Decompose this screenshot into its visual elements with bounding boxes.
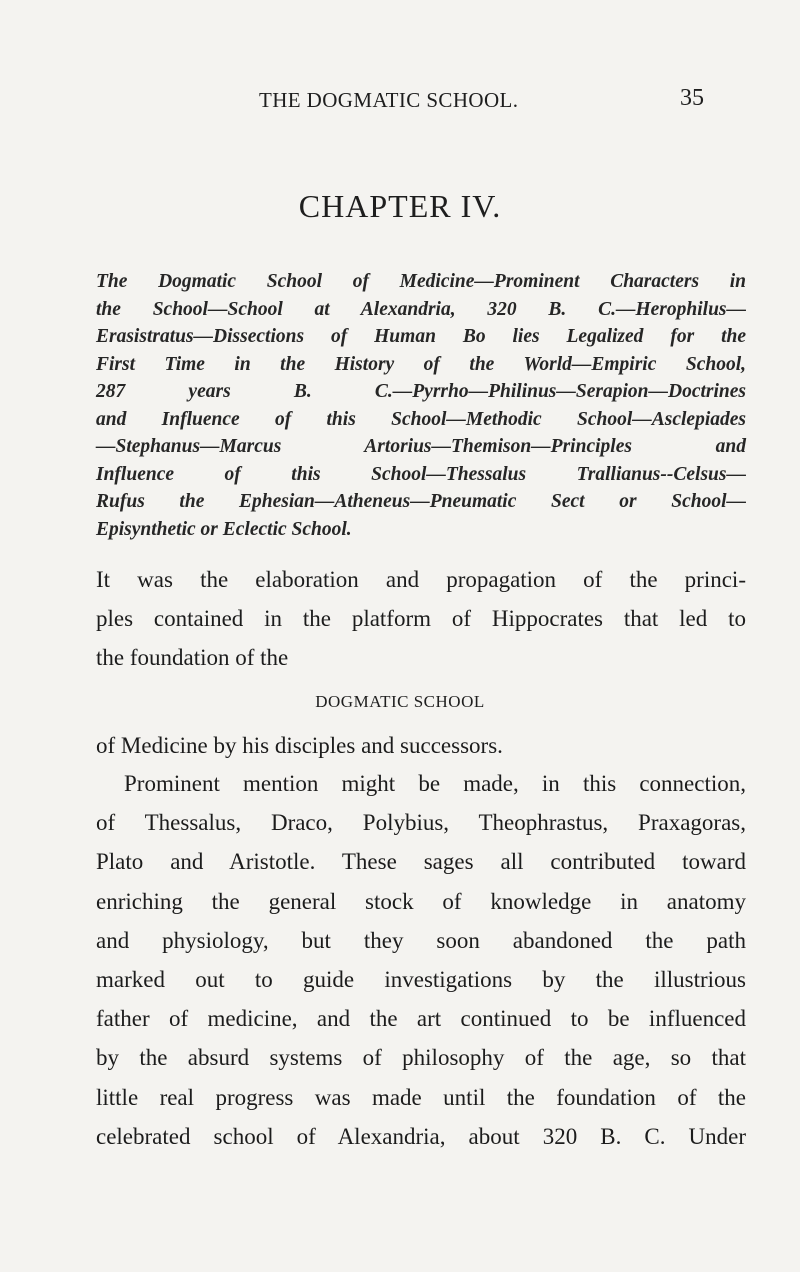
paragraph-1-continuation [96, 726, 746, 765]
page-number: 35 [680, 85, 704, 111]
paragraph-line: of Medicine by his disciples and successors. [96, 733, 503, 758]
paragraph-line: the foundation of the [96, 645, 289, 670]
centered-subheading: DOGMATIC SCHOOL [315, 692, 485, 711]
synopsis-line: Influence of this School—Thessalus Trallianus--Celsus— [96, 463, 746, 485]
paragraph-line: marked out to guide investigations by the illustrious [96, 967, 746, 993]
synopsis-line: the School—School at Alexandria, 320 B. C.—Herophilus— [96, 298, 746, 320]
synopsis-line: First Time in the History of the World—Empiric School, [96, 353, 746, 375]
paragraph-line: Plato and Aristotle. These sages all contributed toward [96, 849, 746, 875]
paragraph-line: of Thessalus, Draco, Polybius, Theophrastus, Praxagoras, [96, 810, 746, 836]
paragraph-line: Prominent mention might be made, in this connection, [124, 771, 746, 796]
synopsis-line: The Dogmatic School of Medicine—Prominent Characters in [96, 271, 746, 292]
synopsis-line: Episynthetic or Eclectic School. [96, 518, 352, 540]
synopsis-line: Erasistratus—Dissections of Human Bo lies Legalized for the [96, 326, 746, 347]
paragraph-line: by the absurd systems of philosophy of the age, so that [96, 1045, 746, 1071]
chapter-synopsis [96, 268, 746, 543]
paragraph-line: It was the elaboration and propagation of the princi- [96, 567, 746, 592]
paragraph-line: little real progress was made until the foundation of the [96, 1084, 746, 1110]
paragraph-2 [96, 764, 746, 1156]
paragraph-line: celebrated school of Alexandria, about 320 B. C. Under [96, 1123, 746, 1149]
synopsis-line: and Influence of this School—Methodic School—Asclepiades [96, 408, 746, 430]
synopsis-line: —Stephanus—Marcus Artorius—Themison—Principles and [96, 436, 746, 457]
paragraph-1 [96, 560, 746, 677]
synopsis-line: 287 years B. C.—Pyrrho—Philinus—Serapion—Doctrines [96, 381, 746, 402]
chapter-heading: CHAPTER IV. [298, 188, 502, 224]
running-title: THE DOGMATIC SCHOOL. [259, 88, 519, 112]
paragraph-line: and physiology, but they soon abandoned the path [96, 927, 746, 953]
paragraph-line: enriching the general stock of knowledge in anatomy [96, 888, 746, 914]
paragraph-line: father of medicine, and the art continued to be influenced [96, 1006, 746, 1032]
paragraph-line: ples contained in the platform of Hippocrates that led to [96, 606, 746, 631]
running-head [0, 85, 800, 118]
synopsis-line: Rufus the Ephesian—Atheneus—Pneumatic Sect or School— [96, 491, 746, 512]
